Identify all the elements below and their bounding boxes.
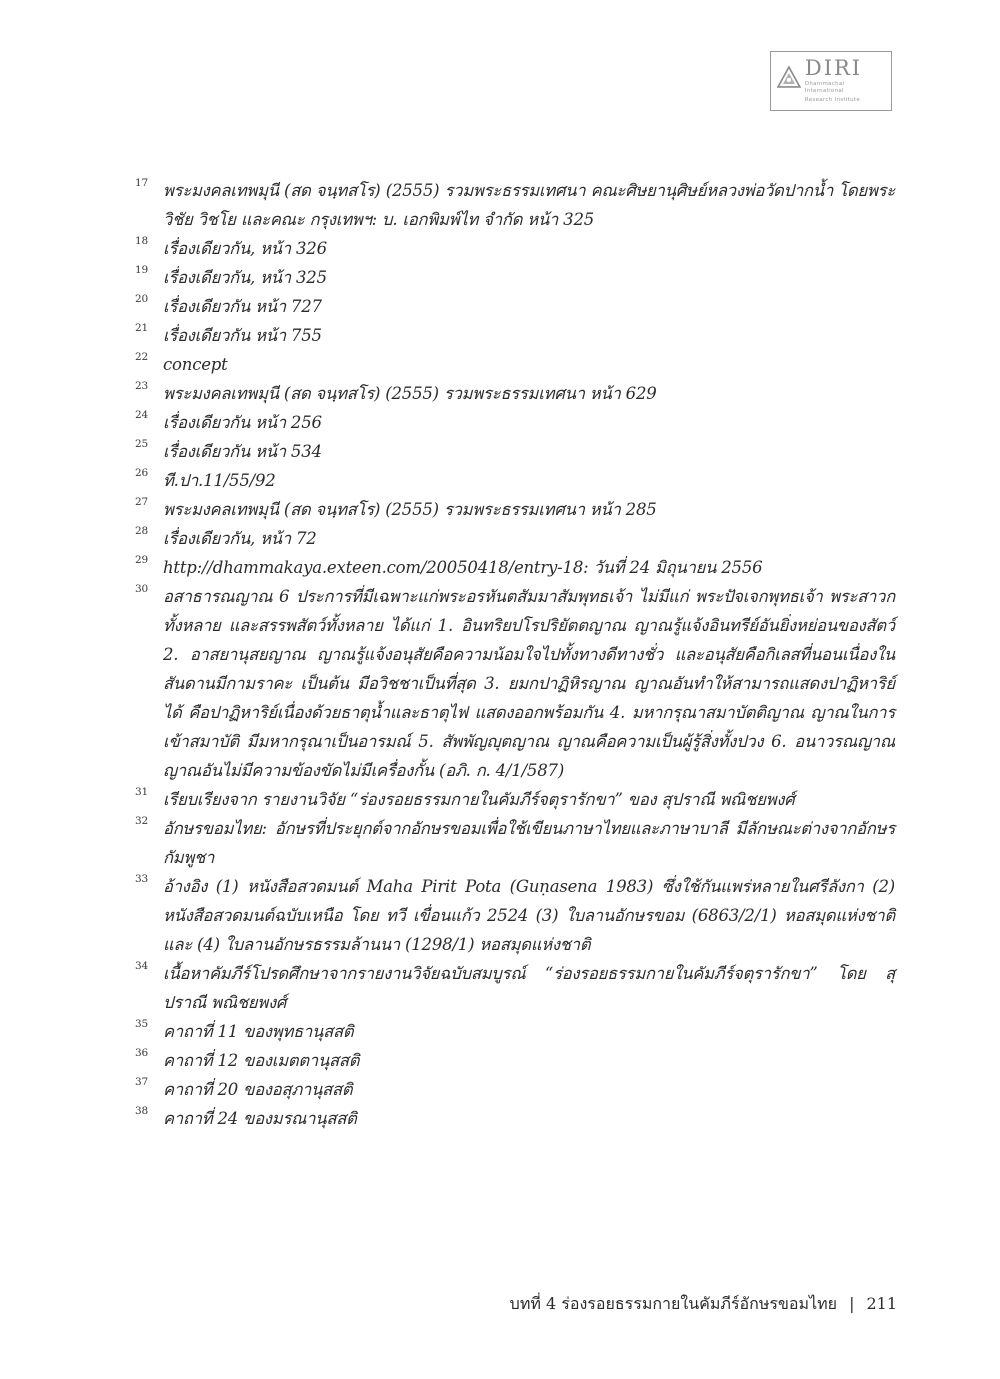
- footnote-34: [135, 959, 895, 1017]
- footnote-text: เรื่องเดียวกัน, หน้า 326: [163, 239, 327, 258]
- footnote-18: [135, 234, 895, 263]
- logo-name: DIRI: [804, 56, 863, 80]
- footnote-number: 32: [135, 815, 148, 827]
- footnote-text: เรื่องเดียวกัน หน้า 534: [163, 442, 322, 461]
- footnote-number: 23: [135, 380, 148, 392]
- footnote-number: 21: [135, 322, 148, 334]
- footnote-25: [135, 437, 895, 466]
- footnote-number: 28: [135, 525, 148, 537]
- footnote-35: [135, 1017, 895, 1046]
- footnote-23: [135, 379, 895, 408]
- footnote-17: [135, 176, 895, 234]
- footnote-text: คาถาที่ 11 ของพุทธานุสสติ: [163, 1022, 354, 1041]
- footnote-30: [135, 582, 895, 785]
- logo-subtitle-line1: Dhammachai International: [804, 81, 845, 94]
- footnote-text: อ้างอิง (1) หนังสือสวดมนต์ Maha Pirit Pota (Guṇasena 1983) ซึ่งใช้กันแพร่หลายในศรีลังกา (2) หนังสือสวดมนต์ฉบับเหนือ โดย ทวี เขื่อนแก้ว 2524 (3) ใบลานอักษรขอม (6863/2/1) หอสมุดแห่งชาติ และ (4) ใบลานอักษรธรรมล้านนา (1298/1) หอสมุดแห่งชาติ: [163, 877, 895, 954]
- page-number: 211: [866, 1294, 897, 1313]
- footnote-22: [135, 350, 895, 379]
- footnote-text: คาถาที่ 24 ของมรณานุสสติ: [163, 1109, 357, 1128]
- footnote-text: เรียบเรียงจาก รายงานวิจัย “ร่องรอยธรรมกายในคัมภีร์จตุรารักขา” ของ สุปราณี พณิชยพงศ์: [163, 790, 795, 809]
- footnote-31: [135, 785, 895, 814]
- footnote-28: [135, 524, 895, 553]
- footnote-38: [135, 1104, 895, 1133]
- footnote-number: 30: [135, 583, 148, 595]
- footnote-number: 31: [135, 786, 148, 798]
- footnote-text: เนื้อหาคัมภีร์โปรดศึกษาจากรายงานวิจัยฉบับสมบูรณ์ “ร่องรอยธรรมกายในคัมภีร์จตุรารักขา” โดย สุปราณี พณิชยพงศ์: [163, 964, 895, 1012]
- footer-separator: |: [849, 1294, 855, 1313]
- footnote-36: [135, 1046, 895, 1075]
- footnote-37: [135, 1075, 895, 1104]
- footnote-number: 38: [135, 1105, 148, 1117]
- diri-logo: [770, 51, 892, 111]
- footnote-33: [135, 872, 895, 959]
- footnote-number: 19: [135, 264, 148, 276]
- footnote-number: 25: [135, 438, 148, 450]
- logo-subtitle-line2: Research Institute: [804, 97, 861, 103]
- footnote-number: 18: [135, 235, 148, 247]
- footnote-number: 34: [135, 960, 148, 972]
- footnote-number: 33: [135, 873, 148, 885]
- footnote-text: เรื่องเดียวกัน, หน้า 72: [163, 529, 317, 548]
- footnote-number: 29: [135, 554, 148, 566]
- footnote-text: เรื่องเดียวกัน หน้า 256: [163, 413, 322, 432]
- footnote-text: concept: [163, 355, 228, 374]
- footnote-list: [135, 176, 895, 1133]
- footnote-text: เรื่องเดียวกัน หน้า 727: [163, 297, 322, 316]
- footnote-20: [135, 292, 895, 321]
- triangle-logo-icon: [777, 65, 801, 89]
- footnote-21: [135, 321, 895, 350]
- footnote-number: 35: [135, 1018, 148, 1030]
- footnote-text: เรื่องเดียวกัน หน้า 755: [163, 326, 322, 345]
- footnote-number: 26: [135, 467, 148, 479]
- page-footer: [510, 1292, 897, 1317]
- footnote-text: คาถาที่ 20 ของอสุภานุสสติ: [163, 1080, 353, 1099]
- footnote-text: อักษรขอมไทย: อักษรที่ประยุกต์จากอักษรขอมเพื่อใช้เขียนภาษาไทยและภาษาบาลี มีลักษณะต่างจากอักษรกัมพูชา: [163, 819, 895, 867]
- footnote-number: 24: [135, 409, 148, 421]
- footnote-text: http://dhammakaya.exteen.com/20050418/entry-18: วันที่ 24 มิถุนายน 2556: [163, 558, 763, 577]
- footnote-number: 20: [135, 293, 148, 305]
- footnote-text: พระมงคลเทพมุนี (สด จนฺทสโร) (2555) รวมพระธรรมเทศนา หน้า 629: [163, 384, 657, 403]
- footnote-27: [135, 495, 895, 524]
- footnote-19: [135, 263, 895, 292]
- footnote-number: 37: [135, 1076, 148, 1088]
- footnote-26: [135, 466, 895, 495]
- footnote-32: [135, 814, 895, 872]
- footnote-number: 36: [135, 1047, 148, 1059]
- footnote-29: [135, 553, 895, 582]
- footnote-text: ที.ปา.11/55/92: [163, 471, 276, 490]
- footnote-text: พระมงคลเทพมุนี (สด จนฺทสโร) (2555) รวมพระธรรมเทศนา หน้า 285: [163, 500, 657, 519]
- footnote-number: 17: [135, 177, 148, 189]
- footnote-24: [135, 408, 895, 437]
- footnote-number: 22: [135, 351, 148, 363]
- footnote-text: พระมงคลเทพมุนี (สด จนฺทสโร) (2555) รวมพระธรรมเทศนา คณะศิษยานุศิษย์หลวงพ่อวัดปากน้ำ โดยพระวิชัย วิชโย และคณะ กรุงเทพฯ: บ. เอกพิมพ์ไท จำกัด หน้า 325: [163, 181, 895, 229]
- footnote-text: คาถาที่ 12 ของเมตตานุสสติ: [163, 1051, 360, 1070]
- chapter-title: บทที่ 4 ร่องรอยธรรมกายในคัมภีร์อักษรขอมไทย: [509, 1294, 838, 1313]
- logo-text: [805, 58, 885, 104]
- footnote-number: 27: [135, 496, 148, 508]
- footnote-text: เรื่องเดียวกัน, หน้า 325: [163, 268, 327, 287]
- footnote-text: อสาธารณญาณ 6 ประการที่มีเฉพาะแก่พระอรหันตสัมมาสัมพุทธเจ้า ไม่มีแก่ พระปัจเจกพุทธเจ้า พระสาวกทั้งหลาย และสรรพสัตว์ทั้งหลาย ได้แก่ 1. อินทริยปโรปริยัตตญาณ ญาณรู้แจ้งอินทรีย์อันยิ่งหย่อนของสัตว์ 2. อาสยานุสยญาณ ญาณรู้แจ้งอนุสัยคือความน้อมใจไปทั้งทางดีทางชั่ว และอนุสัยคือกิเลสที่นอนเนื่องในสันดานมีกามราคะ เป็นต้น มีอวิชชาเป็นที่สุด 3. ยมกปาฏิหิรญาณ ญาณอันทำให้สามารถแสดงปาฏิหาริย์ได้ คือปาฏิหาริย์เนื่องด้วยธาตุน้ำและธาตุไฟ แสดงออกพร้อมกัน 4. มหากรุณาสมาบัตติญาณ ญาณในการเข้าสมาบัติ มีมหากรุณาเป็นอารมณ์ 5. สัพพัญญุตญาณ ญาณคือความเป็นผู้รู้สิ่งทั้งปวง 6. อนาวรณญาณ ญาณอันไม่มีความข้องขัดไม่มีเครื่องกั้น (อภิ. ก. 4/1/587): [163, 587, 895, 780]
